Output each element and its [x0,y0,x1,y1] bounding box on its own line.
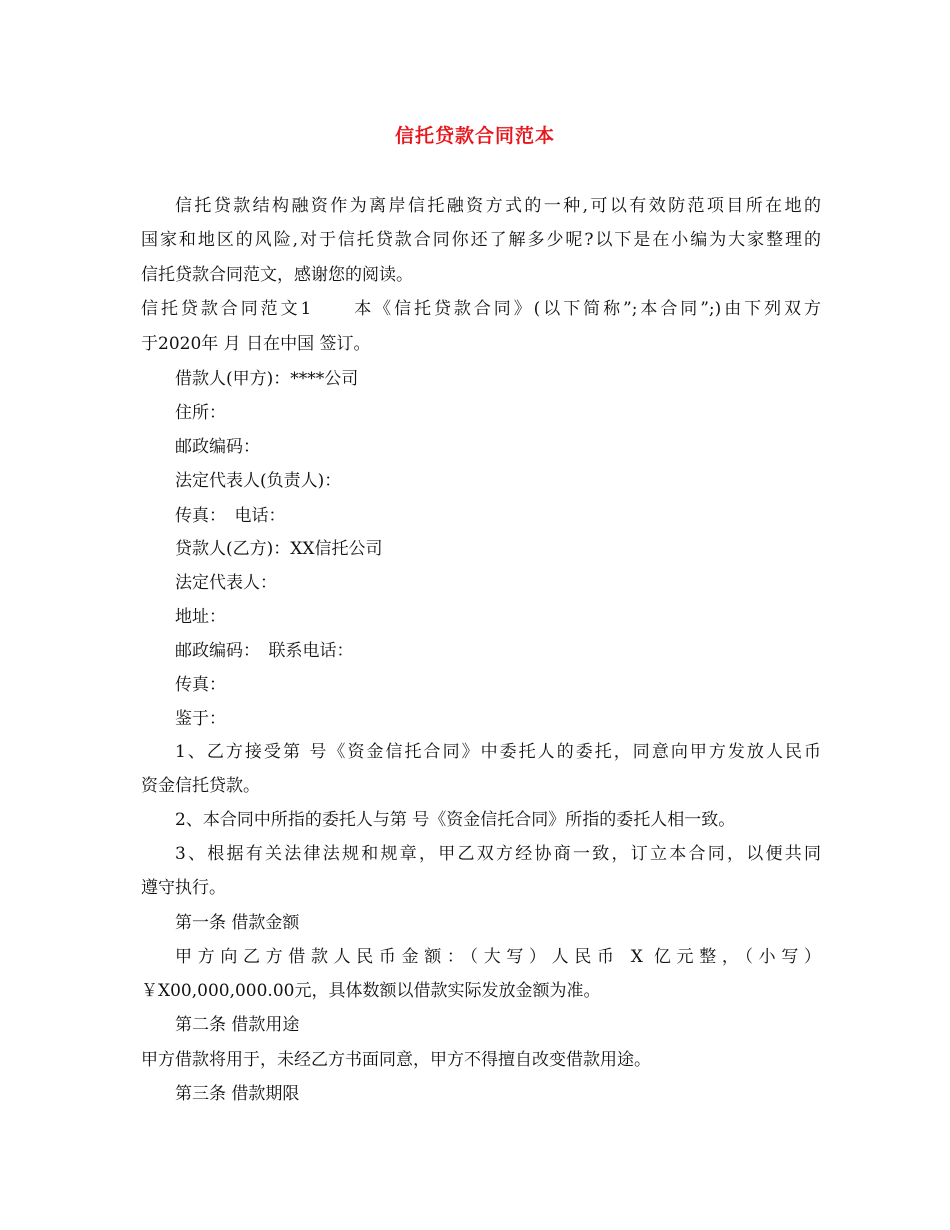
field-lender: 贷款人(乙方)：XX信托公司 [175,539,383,559]
paragraph-line: 国家和地区的风险,对于信托贷款合同你还了解多少呢?以下是在小编为大家整理的 [141,230,821,250]
field-fax: 传真： [175,675,226,695]
paragraph-line: 遵守执行。 [141,878,226,898]
paragraph-line: ￥X00,000,000.00元，具体数额以借款实际发放金额为准。 [141,981,601,1001]
article-heading: 第一条 借款金额 [175,913,300,933]
field-address: 地址： [175,607,226,627]
paragraph-line: 甲方借款将用于，未经乙方书面同意，甲方不得擅自改变借款用途。 [141,1050,651,1070]
document-title: 信托贷款合同范本 [394,125,555,147]
paragraph-line: 信托贷款结构融资作为离岸信托融资方式的一种,可以有效防范项目所在地的 [175,196,821,216]
paragraph-line: 于2020年 月 日在中国 签订。 [141,334,371,354]
field-address: 住所： [175,403,226,423]
paragraph-line: 信托贷款合同范文，感谢您的阅读。 [141,265,413,285]
paragraph-line: 甲方向乙方借款人民币金额：（大写）人民币 X 亿元整，（小写） [175,947,821,967]
article-heading: 第二条 借款用途 [175,1015,300,1035]
field-legal-representative: 法定代表人(负责人)： [175,471,342,491]
paragraph-line: 1、乙方接受第 号《资金信托合同》中委托人的委托，同意向甲方发放人民币 [175,742,821,762]
field-postal-code: 邮政编码： [175,437,260,457]
field-fax-phone: 传真： 电话： [175,506,286,526]
paragraph-line: 2、本合同中所指的委托人与第 号《资金信托合同》所指的委托人相一致。 [175,810,736,830]
article-heading: 第三条 借款期限 [175,1084,300,1104]
paragraph-line: 资金信托贷款。 [141,776,260,796]
field-borrower: 借款人(甲方)：****公司 [175,369,359,389]
paragraph-line: 3、根据有关法律法规和规章，甲乙双方经协商一致，订立本合同，以便共同 [175,844,821,864]
field-legal-representative: 法定代表人： [175,573,277,593]
section-whereas: 鉴于： [175,709,226,729]
paragraph-line: 信托贷款合同范文1 本《信托贷款合同》(以下简称”;本合同”;)由下列双方 [141,299,821,319]
field-postal-code-phone: 邮政编码： 联系电话： [175,641,354,661]
